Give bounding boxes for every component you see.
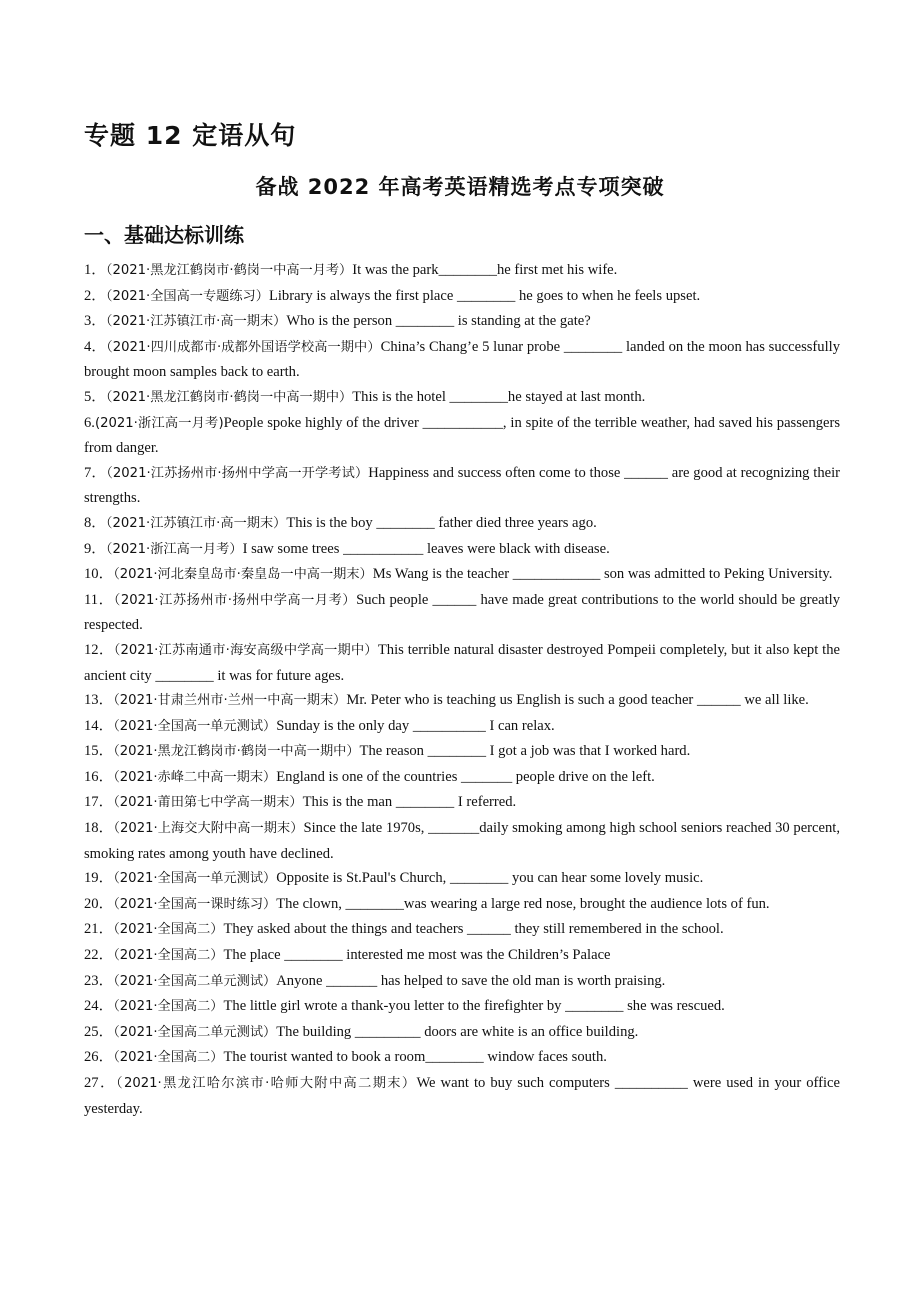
question-number: 7． (84, 464, 107, 481)
question-text: China’s Chang’e 5 lunar probe ________ landed on the moon has successfully brought moon samples back to earth. (84, 338, 840, 381)
question-source: （2021·全国高一单元测试） (113, 871, 277, 887)
question-number: 15． (84, 743, 114, 760)
question-number: 11． (84, 591, 114, 608)
question-item (84, 284, 840, 310)
question-number: 9． (84, 540, 106, 557)
question-source: （2021·全国高二） (113, 922, 224, 938)
question-item (84, 588, 840, 638)
question-text: Opposite is St.Paul's Church, ________ you can hear some lovely music. (276, 870, 704, 887)
question-item (84, 892, 840, 918)
question-number: 17． (84, 794, 114, 811)
question-text: The clown, ________was wearing a large red nose, brought the audience lots of fun. (276, 895, 770, 912)
question-number: 24． (84, 998, 114, 1015)
question-text: Library is always the first place ________ he goes to when he feels upset. (268, 287, 701, 304)
question-text: This is the hotel ________he stayed at last month. (352, 388, 646, 405)
question-source: （2021·赤峰二中高一期末） (113, 769, 277, 785)
question-item (84, 765, 840, 791)
question-number: 8． (84, 514, 106, 531)
question-number: 2． (84, 287, 106, 304)
question-number: 4． (84, 338, 107, 355)
question-item (84, 309, 840, 335)
question-item (84, 1020, 840, 1046)
question-number: 26． (84, 1049, 114, 1066)
question-number: 16． (84, 768, 114, 785)
question-item (84, 511, 840, 537)
question-number: 22． (84, 947, 114, 964)
page-title: 专题 12 定语从句 (84, 121, 297, 150)
question-number: 13． (84, 692, 114, 709)
question-item (84, 537, 840, 563)
question-item (84, 1045, 840, 1071)
question-text: Since the late 1970s, _______daily smoking among high school seniors reached 30 percent, smoking rates among youth have declined. (84, 820, 840, 862)
question-source: （2021·江苏南通市·海安高级中学高一期中） (113, 642, 378, 658)
question-item (84, 994, 840, 1020)
question-item (84, 790, 840, 816)
question-source: （2021·黑龙江鹤岗市·鹤岗一中高一期中） (113, 744, 360, 760)
question-item (84, 739, 840, 765)
question-source: （2021·全国高一专题练习） (105, 288, 269, 304)
question-source: （2021·江苏镇江市·高一期末） (105, 314, 287, 330)
question-source: (2021·浙江高一月考) (94, 415, 224, 431)
question-text: This is the man ________ I referred. (302, 794, 517, 811)
question-source: （2021·江苏扬州市·扬州中学高一月考） (113, 592, 357, 608)
question-number: 14． (84, 717, 114, 734)
question-text: The reason ________ I got a job was that I worked hard. (359, 743, 691, 760)
question-text: Who is the person ________ is standing at the gate? (286, 313, 591, 330)
question-source: （2021·全国高二单元测试） (113, 1024, 277, 1040)
question-item (84, 258, 840, 284)
question-item (84, 969, 840, 995)
question-item (84, 411, 840, 461)
question-item (84, 638, 840, 688)
question-text: This is the boy ________ father died three years ago. (286, 514, 597, 531)
question-source: （2021·浙江高一月考） (105, 541, 243, 557)
page-subtitle: 备战 2022 年高考英语精选考点专项突破 (255, 175, 665, 199)
question-text: The place ________ interested me most was the Children’s Palace (223, 947, 611, 964)
question-text: I saw some trees ___________ leaves were black with disease. (242, 540, 610, 557)
question-item (84, 688, 840, 714)
question-item (84, 917, 840, 943)
question-source: （2021·黑龙江鹤岗市·鹤岗一中高一月考） (105, 263, 353, 278)
question-item (84, 816, 840, 866)
question-number: 10． (84, 566, 114, 583)
question-source: （2021·全国高二） (113, 999, 224, 1015)
question-text: The little girl wrote a thank-you letter to the firefighter by ________ she was rescued. (223, 998, 725, 1015)
question-source: （2021·上海交大附中高一期末） (113, 821, 304, 837)
question-list (84, 258, 840, 1121)
question-source: （2021·全国高一课时练习） (113, 896, 277, 912)
question-item (84, 714, 840, 740)
question-item (84, 943, 840, 969)
question-item (84, 461, 840, 511)
question-text: Happiness and success often come to those ______ are good at recognizing their strengths. (84, 464, 841, 507)
question-source: （2021·甘肃兰州市·兰州一中高一期末） (113, 693, 347, 709)
question-text: We want to buy such computers __________ were used in your office yesterday. (84, 1075, 840, 1117)
question-item (84, 562, 840, 588)
question-number: 27． (84, 1075, 116, 1091)
question-source: （2021·全国高二） (113, 1050, 224, 1066)
question-number: 3． (84, 313, 106, 330)
question-number: 6. (84, 414, 95, 431)
question-text: Anyone _______ has helped to save the old man is worth praising. (276, 972, 666, 989)
question-source: （2021·四川成都市·成都外国语学校高一期中） (106, 339, 381, 355)
question-number: 1． (84, 262, 106, 278)
section-heading: 一、基础达标训练 (84, 223, 244, 247)
question-number: 25． (84, 1023, 114, 1040)
question-text: It was the park________he first met his wife. (352, 262, 618, 278)
question-number: 20． (84, 895, 114, 912)
question-number: 18． (84, 820, 114, 837)
question-source: （2021·莆田第七中学高一期末） (113, 795, 303, 811)
question-source: （2021·江苏扬州市·扬州中学高一开学考试） (106, 465, 369, 481)
question-item (84, 385, 840, 411)
question-text: This terrible natural disaster destroyed Pompeii completely, but it also kept the ancient city ________ it was for future ages. (84, 641, 840, 684)
question-text: The building _________ doors are white is an office building. (276, 1023, 639, 1040)
question-number: 23． (84, 972, 114, 989)
question-text: Mr. Peter who is teaching us English is such a good teacher ______ we all like. (346, 692, 809, 709)
question-source: （2021·黑龙江鹤岗市·鹤岗一中高一期中） (105, 389, 353, 405)
question-number: 21． (84, 921, 114, 938)
question-text: Such people ______ have made great contributions to the world should be greatly respected. (84, 591, 840, 634)
question-item (84, 335, 840, 385)
question-source: （2021·黑龙江哈尔滨市·哈师大附中高二期末） (115, 1076, 417, 1091)
question-item (84, 866, 840, 892)
question-text: England is one of the countries _______ people drive on the left. (276, 768, 655, 785)
question-source: （2021·全国高二单元测试） (113, 973, 277, 989)
question-source: （2021·河北秦皇岛市·秦皇岛一中高一期末） (113, 567, 373, 583)
question-text: Ms Wang is the teacher ____________ son was admitted to Peking University. (372, 566, 833, 583)
question-source: （2021·全国高二） (113, 948, 224, 964)
question-number: 5． (84, 388, 106, 405)
question-source: （2021·江苏镇江市·高一期末） (105, 515, 287, 531)
question-text: People spoke highly of the driver ___________, in spite of the terrible weather, had saved his passengers from danger. (84, 414, 841, 457)
question-text: Sunday is the only day __________ I can relax. (276, 717, 555, 734)
question-number: 19． (84, 870, 114, 887)
question-text: The tourist wanted to book a room________ window faces south. (223, 1049, 607, 1066)
question-text: They asked about the things and teachers ______ they still remembered in the school. (223, 921, 724, 938)
question-number: 12． (84, 641, 114, 658)
question-item (84, 1071, 840, 1121)
question-source: （2021·全国高一单元测试） (113, 718, 277, 734)
